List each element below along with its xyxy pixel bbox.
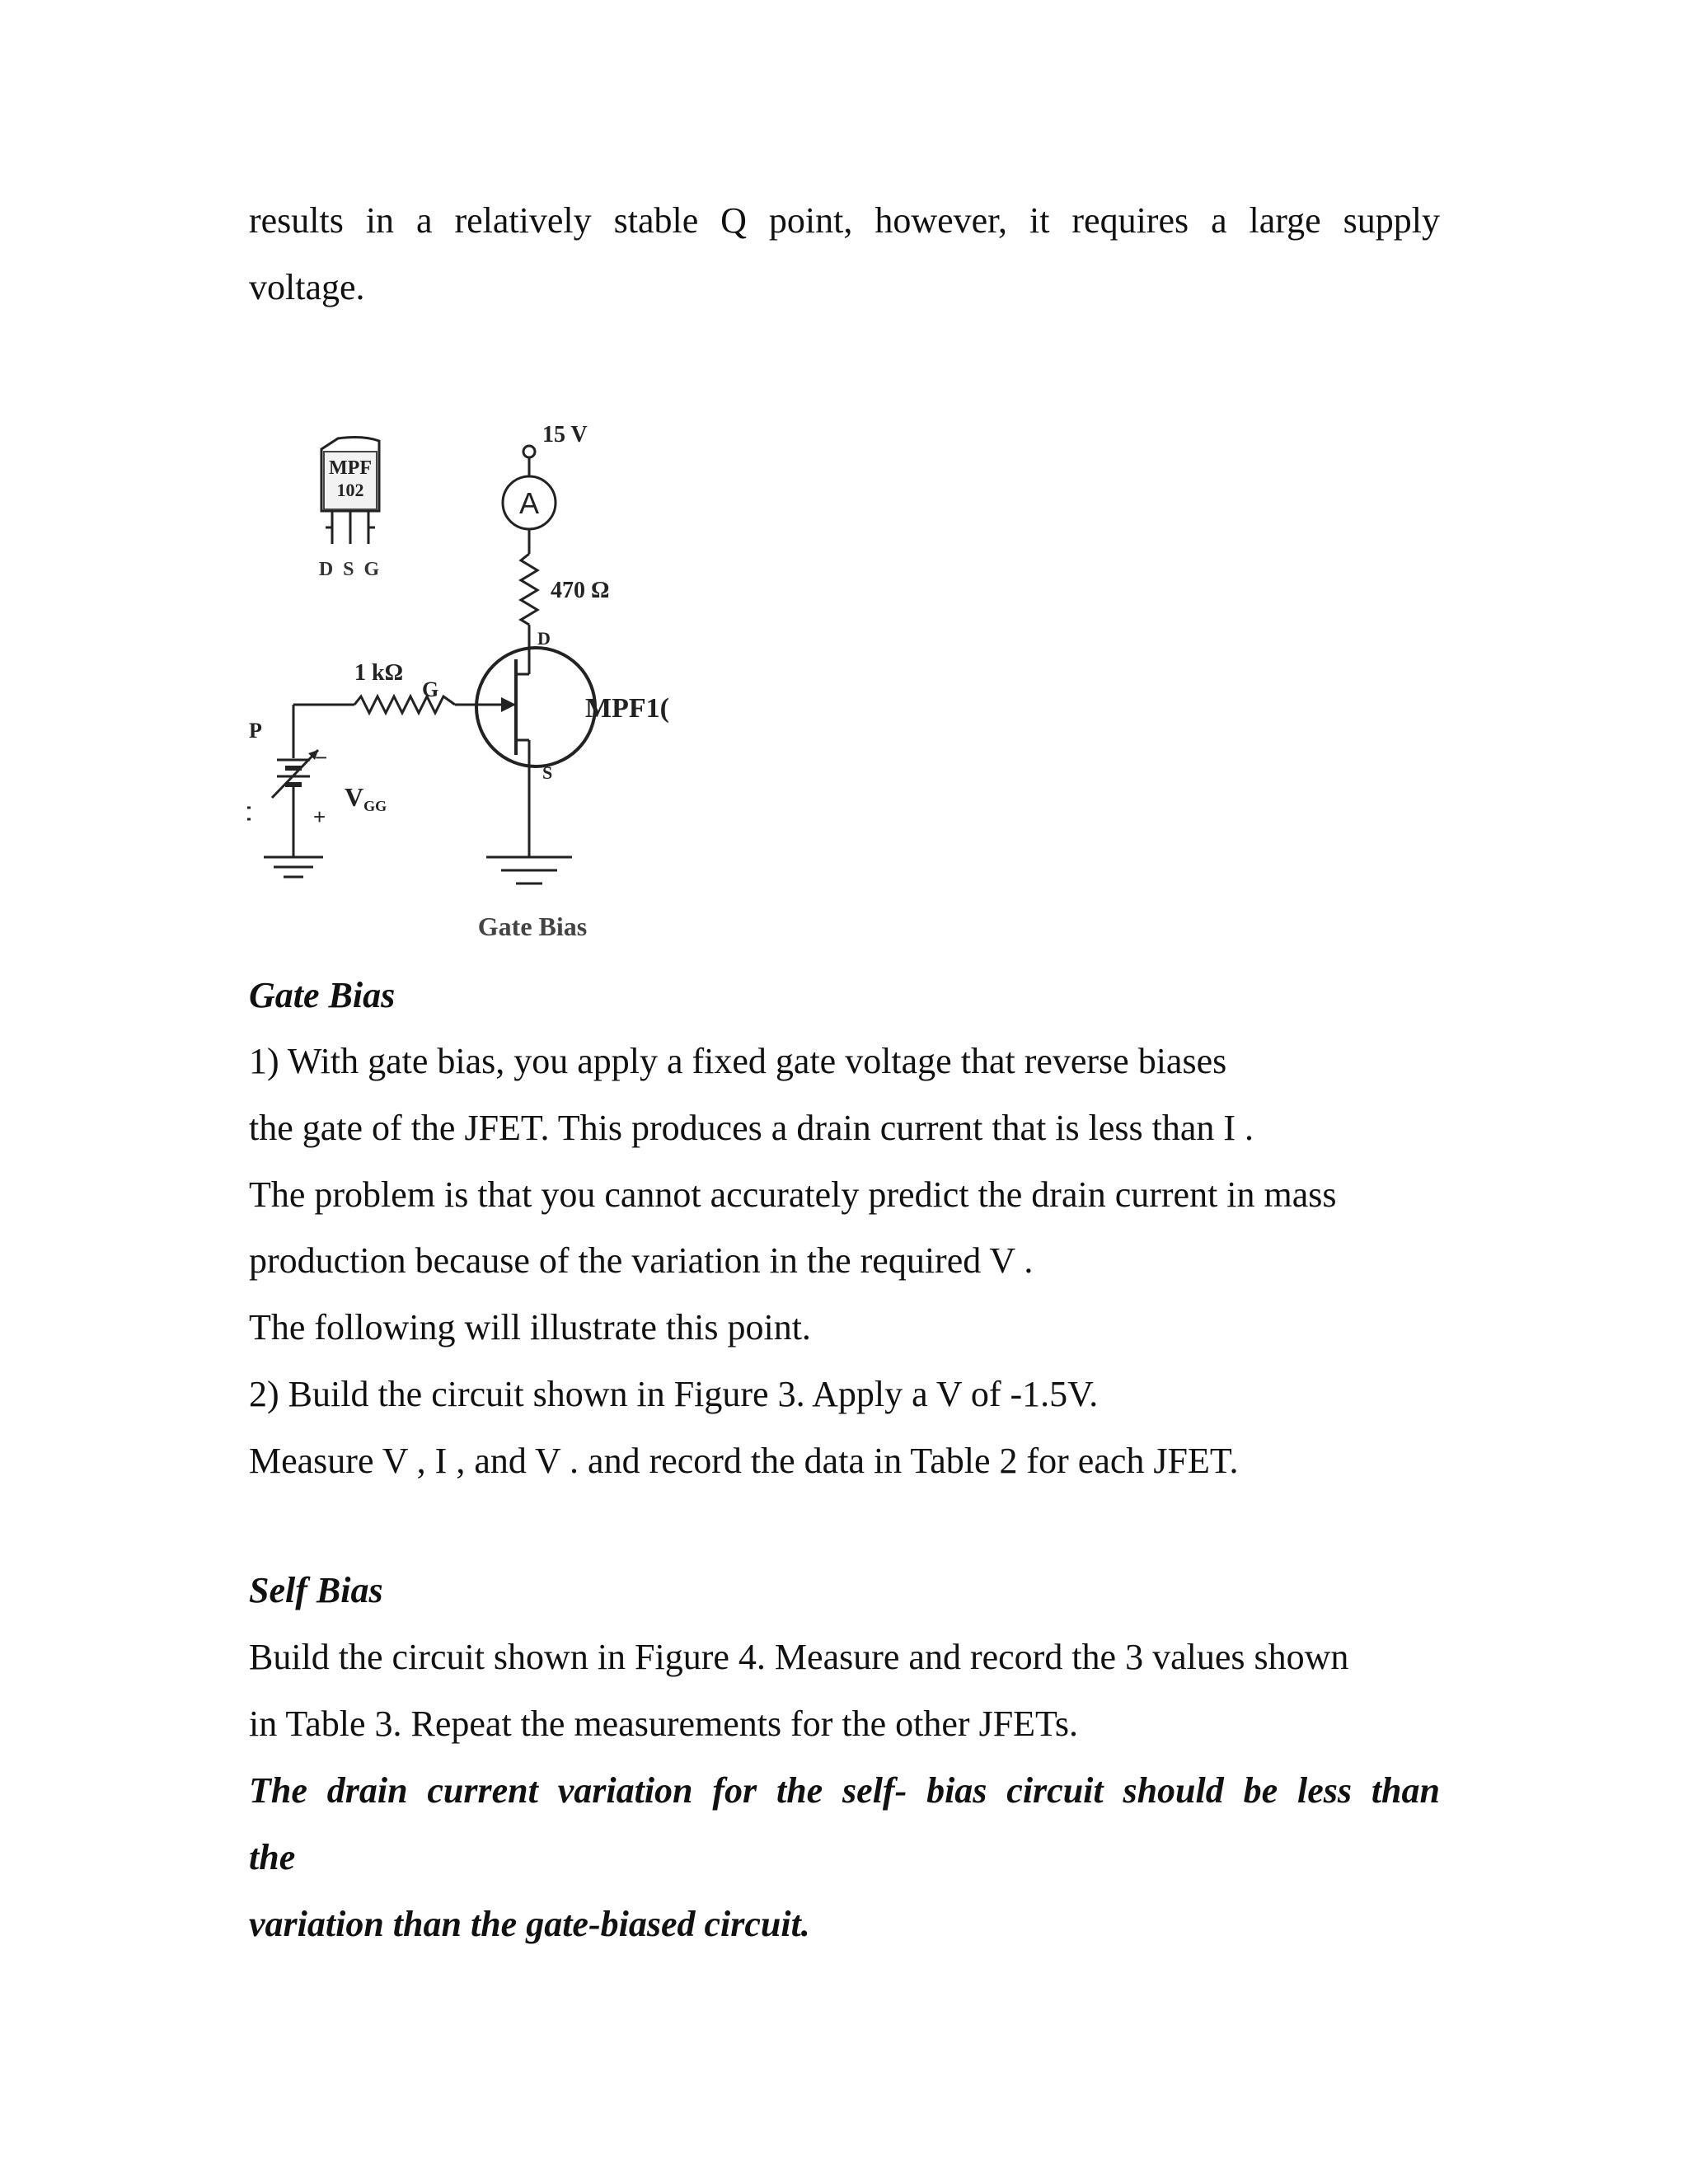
transistor-label: MPF1( (585, 693, 669, 724)
left-edge-label: P (249, 719, 262, 743)
battery-ground-icon (264, 857, 323, 877)
drain-resistor-icon (521, 554, 537, 625)
gate-arrow-icon (501, 697, 516, 712)
source-ground-icon (486, 857, 572, 883)
gate-bias-line-1: 1) With gate bias, you apply a fixed gate voltage that reverse biases (249, 1041, 1227, 1081)
battery-plus-label: + (313, 804, 326, 829)
self-bias-line-2: in Table 3. Repeat the measurements for the other JFETs. (249, 1704, 1078, 1744)
vgg-subscript-label: GG (363, 798, 387, 814)
self-bias-line-1: Build the circuit shown in Figure 4. Measure and record the 3 values shown (249, 1637, 1349, 1677)
battery-minus-label: − (315, 745, 328, 770)
package-pins-label: D S G (318, 559, 382, 580)
gate-bias-line-4: production because of the variation in the required V . (249, 1240, 1034, 1281)
gate-resistor-label: 1 kΩ (354, 660, 403, 686)
drain-terminal-label: D (537, 628, 551, 649)
gate-bias-line-7: Measure V , I , and V . and record the data in Table 2 for each JFET. (249, 1441, 1239, 1481)
package-label-line1: MPF (329, 457, 372, 479)
gate-bias-circuit-figure (239, 412, 701, 956)
vgg-main-label: V (345, 782, 364, 812)
gate-terminal-label: G (422, 677, 439, 701)
intro-line-1: results in a relatively stable Q point, however, it requires a large supply (249, 200, 1440, 241)
vgg-label (345, 782, 387, 814)
self-bias-heading: Self Bias (249, 1570, 383, 1610)
gate-bias-line-6: 2) Build the circuit shown in Figure 3. Apply a V of -1.5V. (249, 1374, 1099, 1414)
gate-bias-line-5: The following will illustrate this point. (249, 1307, 811, 1347)
self-bias-emphasis-line-1: The drain current variation for the self- bias circuit should be less than (249, 1770, 1440, 1811)
self-bias-emphasis-line-3: variation than the gate-biased circuit. (249, 1904, 810, 1944)
gate-resistor-icon (354, 696, 455, 713)
gate-bias-line-3: The problem is that you cannot accurately predict the drain current in mass (249, 1174, 1337, 1215)
ammeter-label: A (518, 486, 540, 520)
intro-line-2: voltage. (249, 267, 365, 307)
jfet-symbol-icon (476, 648, 595, 766)
variable-battery-icon (272, 750, 318, 798)
source-terminal-label: S (542, 762, 553, 783)
drain-resistor-label: 470 Ω (551, 578, 610, 603)
gate-bias-line-2: the gate of the JFET. This produces a drain current that is less than I . (249, 1108, 1254, 1148)
figure-caption: Gate Bias (477, 912, 588, 941)
supply-voltage-label: 15 V (542, 422, 588, 448)
supply-terminal-icon (523, 446, 535, 457)
gate-bias-heading: Gate Bias (249, 975, 396, 1015)
self-bias-emphasis-line-2: the (249, 1837, 296, 1877)
package-label-line2: 102 (336, 480, 364, 500)
